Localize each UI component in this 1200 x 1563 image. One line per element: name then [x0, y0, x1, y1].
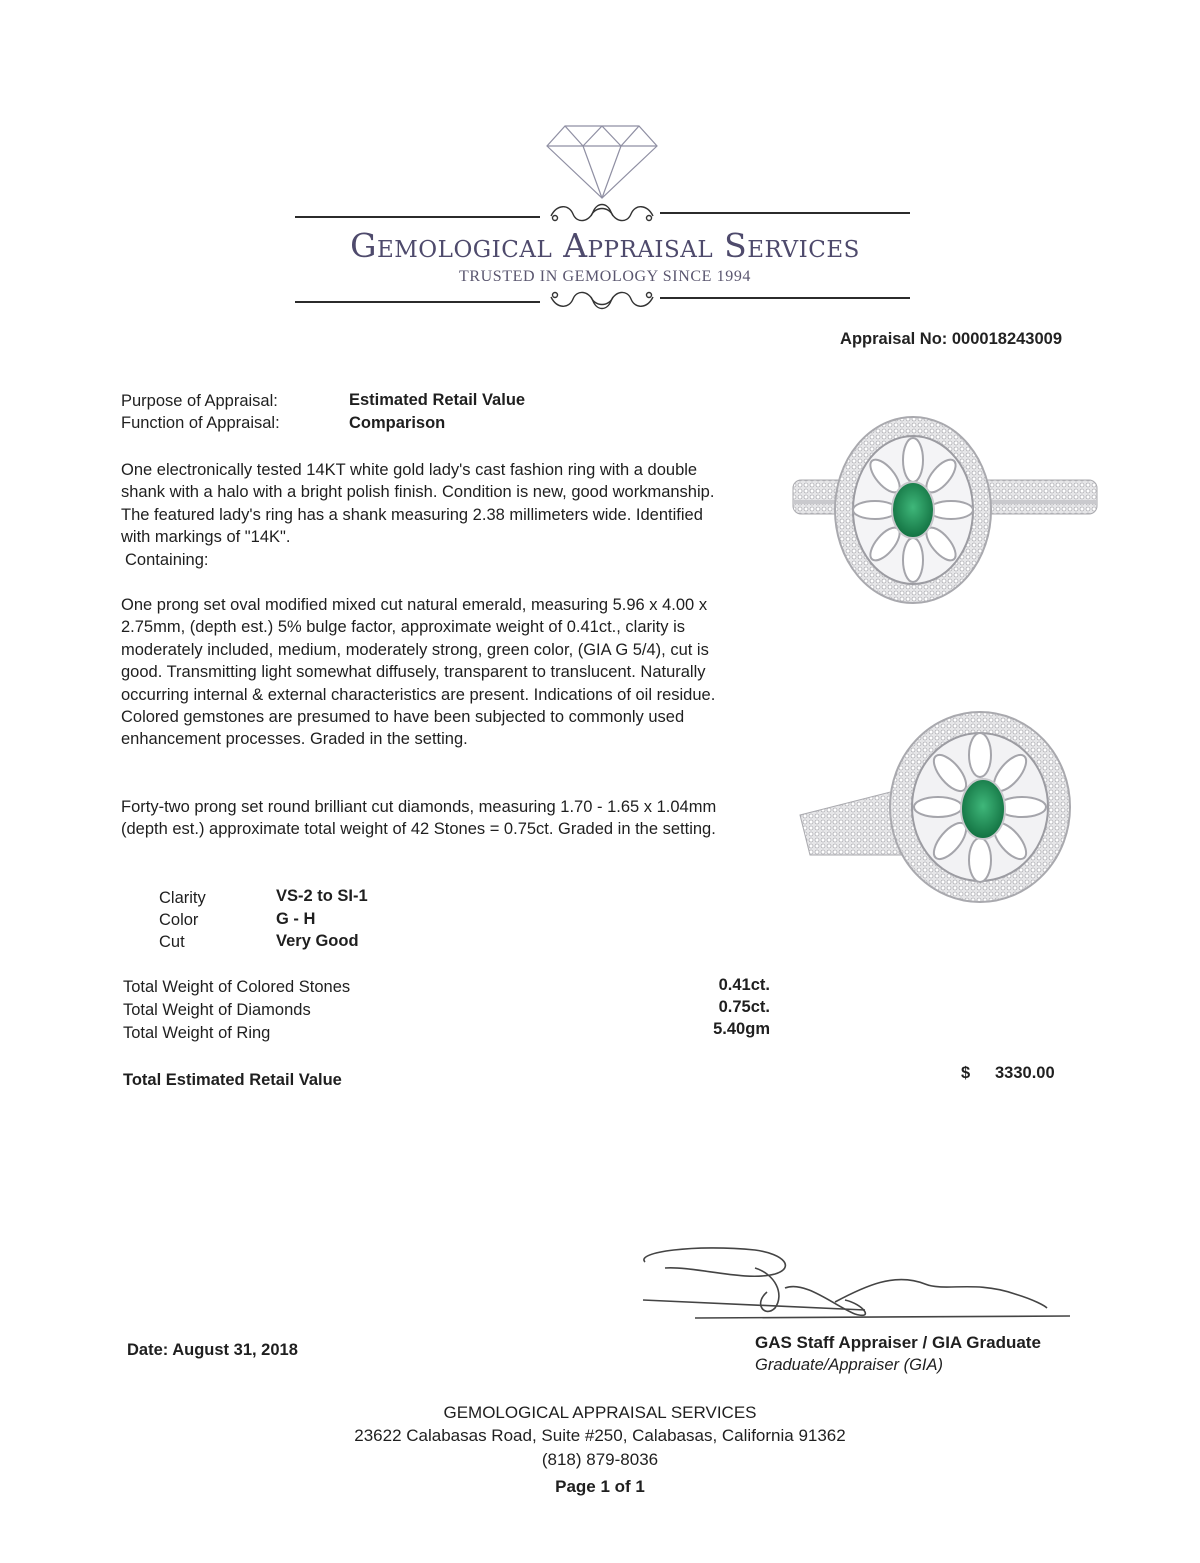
grade-value-cut: Very Good — [276, 932, 359, 950]
total-weight-ring-label: Total Weight of Ring — [123, 1024, 271, 1042]
header-rule — [660, 212, 910, 214]
grade-label-cut: Cut — [159, 933, 185, 951]
appraisal-number: Appraisal No: 000018243009 — [840, 330, 1062, 348]
brand-tagline: TRUSTED IN GEMOLOGY SINCE 1994 — [458, 268, 752, 285]
purpose-value: Estimated Retail Value — [349, 391, 526, 409]
appraiser-title: GAS Staff Appraiser / GIA Graduate — [755, 1333, 1041, 1352]
grade-value-clarity: VS-2 to SI-1 — [276, 887, 368, 905]
emerald-description — [121, 594, 721, 751]
function-label: Function of Appraisal: — [121, 414, 280, 432]
grade-label-clarity: Clarity — [159, 889, 206, 907]
header-rule — [295, 216, 540, 218]
total-weight-diamonds-label: Total Weight of Diamonds — [123, 1001, 311, 1019]
page-indicator: Page 1 of 1 — [555, 1477, 645, 1496]
diamond-description — [121, 796, 721, 841]
brand-name: Gemological Appraisal Services — [350, 226, 860, 265]
appraiser-signature — [635, 1244, 1075, 1332]
diamond-icon — [543, 122, 661, 200]
diamond-description-text: Forty-two prong set round brilliant cut diamonds, measuring 1.70 - 1.65 x 1.04mm (depth est.) approximate total weight of 42 Stones = 0.75ct. Graded in the setting. — [121, 798, 717, 839]
ring-description-text: One electronically tested 14KT white gold lady's cast fashion ring with a double shank with a halo with a bright polish finish. Condition is new, good workmanship. The featured lady's ring has a shank measuring 2.38 millimeters wide. Identified with markings of "14K". — [121, 461, 715, 547]
ring-photo-angled — [790, 705, 1100, 910]
footer-phone: (818) 879-8036 — [541, 1450, 659, 1469]
grade-value-color: G - H — [276, 910, 316, 928]
flourish-ornament — [547, 200, 657, 226]
total-value-label: Total Estimated Retail Value — [123, 1071, 342, 1089]
total-value-currency: $ — [961, 1064, 971, 1082]
total-weight-diamonds-value: 0.75ct. — [718, 998, 770, 1016]
flourish-ornament — [547, 287, 657, 313]
function-value: Comparison — [349, 414, 446, 432]
total-weight-colored-value: 0.41ct. — [718, 976, 770, 994]
footer-address: 23622 Calabasas Road, Suite #250, Calabasas, California 91362 — [354, 1426, 846, 1445]
emerald-description-text: One prong set oval modified mixed cut natural emerald, measuring 5.96 x 4.00 x 2.75mm, (depth est.) 5% bulge factor, approximate weight of 0.41ct., clarity is moderately included, medium, moderately strong, green color, (GIA G 5/4), cut is good. Transmitting light somewhat diffusely, transparent to translucent. Naturally occurring internal & external characteristics are present. Indications of oil residue. Colored gemstones are presumed to have been subjected to commonly used enhancement processes. Graded in the setting. — [121, 596, 716, 749]
containing-label: Containing: — [125, 550, 209, 569]
appraiser-credential: Graduate/Appraiser (GIA) — [755, 1356, 943, 1374]
grade-label-color: Color — [159, 911, 199, 929]
total-weight-ring-value: 5.40gm — [713, 1020, 770, 1038]
footer-company: GEMOLOGICAL APPRAISAL SERVICES — [443, 1403, 757, 1422]
purpose-label: Purpose of Appraisal: — [121, 392, 278, 410]
appraisal-date: Date: August 31, 2018 — [127, 1341, 298, 1359]
ring-photo-front — [785, 410, 1105, 610]
total-weight-colored-label: Total Weight of Colored Stones — [123, 978, 351, 996]
header-rule — [660, 297, 910, 299]
header-rule — [295, 301, 540, 303]
total-value-amount: 3330.00 — [995, 1064, 1055, 1082]
ring-description — [121, 459, 721, 571]
